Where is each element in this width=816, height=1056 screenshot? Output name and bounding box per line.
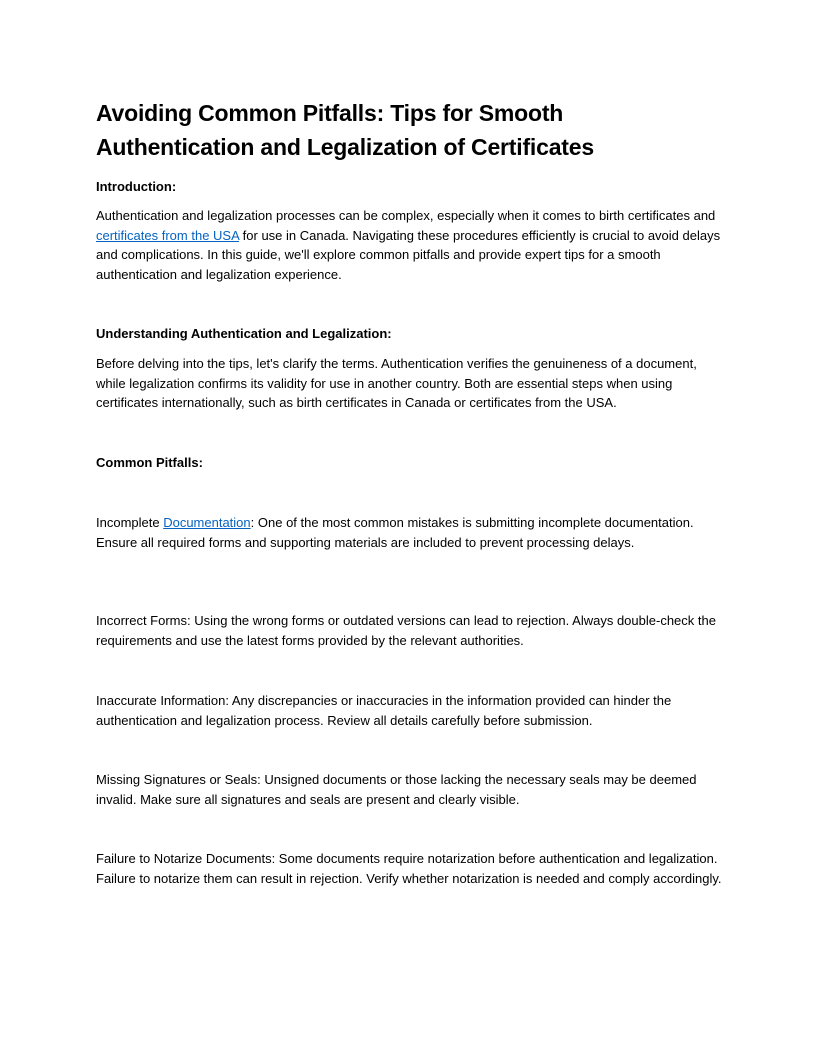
incomplete-documentation-paragraph: [96, 513, 722, 552]
failure-to-notarize-paragraph: Failure to Notarize Documents: Some documents require notarization before authentication and legalization. Failure to notarize them can result in rejection. Verify whether notarization is needed and comply accordingly.: [96, 851, 722, 886]
incomplete-text-start: Incomplete: [96, 515, 164, 530]
documentation-link[interactable]: Documentation: [163, 515, 251, 530]
common-pitfalls-heading: Common Pitfalls:: [96, 455, 203, 470]
introduction-paragraph: [96, 206, 722, 284]
missing-signatures-paragraph: Missing Signatures or Seals: Unsigned documents or those lacking the necessary seals may be deemed invalid. Make sure all signatures and seals are present and clearly visible.: [96, 772, 697, 807]
understanding-heading: Understanding Authentication and Legalization:: [96, 326, 392, 341]
introduction-text-end: for use in Canada. Navigating these procedures efficiently is crucial to avoid delays and complications. In this guide, we'll explore common pitfalls and provide expert tips for a smooth authentication and legalization experience.: [96, 227, 721, 282]
understanding-paragraph: Before delving into the tips, let's clarify the terms. Authentication verifies the genuineness of a document, while legalization confirms its validity for use in another country. Both are essential steps when using certificates internationally, such as birth certificates in Canada or certificates from the USA.: [96, 356, 697, 411]
certificates-from-usa-link[interactable]: certificates from the USA: [96, 227, 240, 243]
inaccurate-information-paragraph: Inaccurate Information: Any discrepancies or inaccuracies in the information provided can hinder the authentication and legalization process. Review all details carefully before submission.: [96, 693, 672, 728]
document-title: Avoiding Common Pitfalls: Tips for Smooth Authentication and Legalization of Certificates: [96, 100, 594, 160]
incorrect-forms-paragraph: Incorrect Forms: Using the wrong forms or outdated versions can lead to rejection. Always double-check the requirements and use the latest forms provided by the relevant authorities.: [96, 613, 716, 648]
introduction-heading: Introduction:: [96, 179, 177, 194]
incomplete-text-end: : One of the most common mistakes is submitting incomplete documentation. Ensure all required forms and supporting materials are included to prevent processing delays.: [96, 515, 694, 550]
introduction-text-start: Authentication and legalization processes can be complex, especially when it comes to birth certificates and: [96, 208, 716, 223]
